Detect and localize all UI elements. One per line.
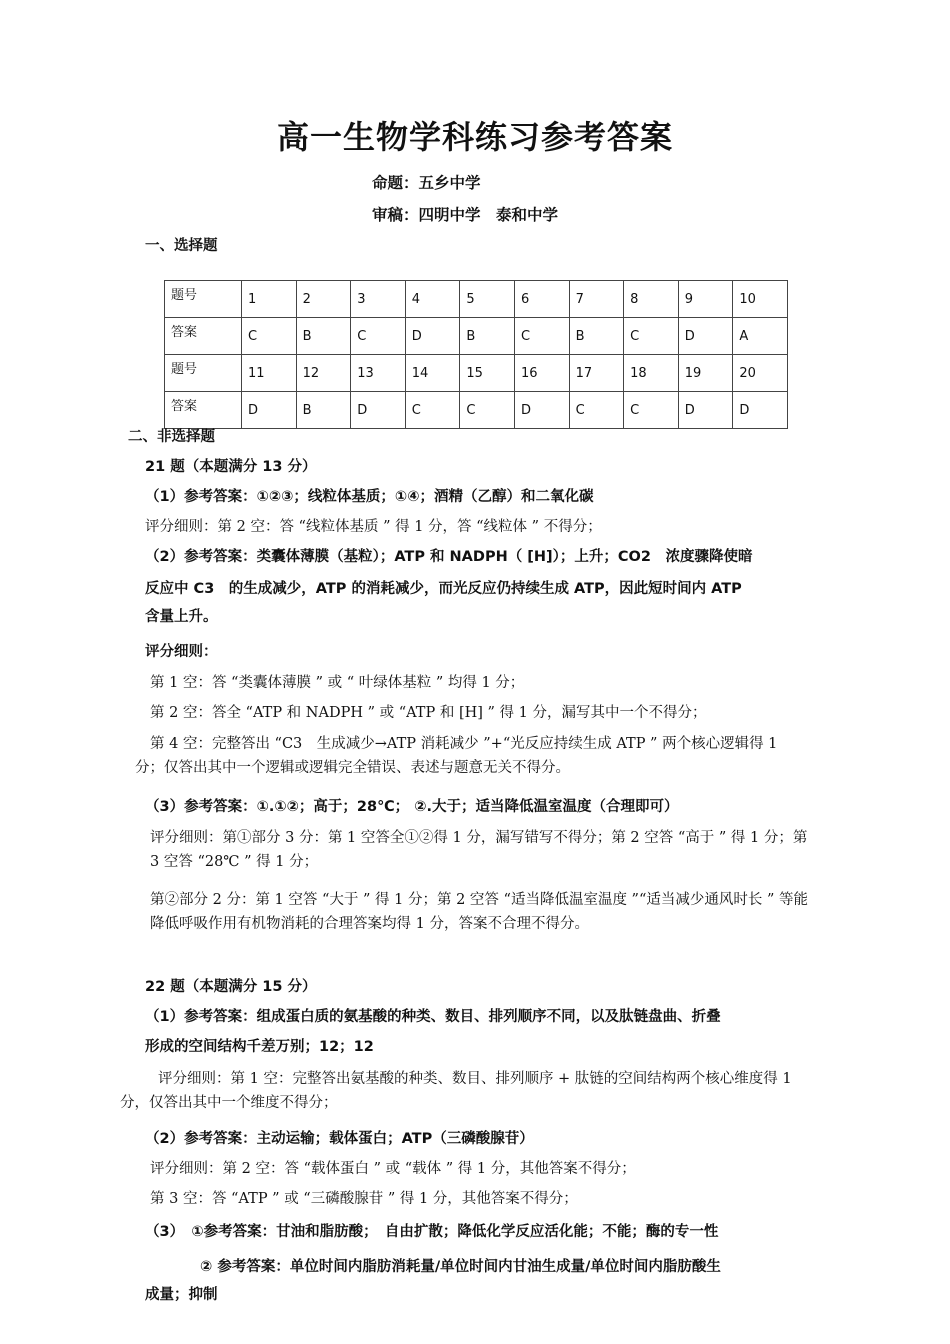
table-row-header-cell: 题号 (165, 355, 242, 392)
table-cell: B (296, 318, 351, 355)
table-row (165, 281, 788, 318)
table-row (165, 392, 788, 429)
table-cell: 19 (678, 355, 733, 392)
table-cell: 1 (242, 281, 297, 318)
table-cell: D (514, 392, 569, 429)
table-cell: 7 (569, 281, 624, 318)
table-cell: 18 (624, 355, 679, 392)
table-cell: 2 (296, 281, 351, 318)
section-heading-nonchoice: 二、非选择题 (128, 429, 215, 445)
q22-part1-answer-line2: 形成的空间结构千差万别；12；12 (145, 1039, 374, 1055)
table-cell: D (678, 318, 733, 355)
q22-part1-answer-line1: （1）参考答案：组成蛋白质的氨基酸的种类、数目、排列顺序不同，以及肽链盘曲、折叠 (145, 1009, 721, 1025)
document-title: 高一生物学科练习参考答案 (276, 118, 673, 156)
table-row (165, 355, 788, 392)
table-cell: C (514, 318, 569, 355)
table-cell: 3 (351, 281, 406, 318)
table-cell: 5 (460, 281, 515, 318)
q21-part3-rule2: 第②部分 2 分：第 1 空答 “大于 ” 得 1 分；第 2 空答 “适当降低温室温度 ”“适当减少通风时长 ” 等能降低呼吸作用有机物消耗的合理答案均得 1 分，答案不合理不得分。 (150, 892, 809, 932)
table-cell: 15 (460, 355, 515, 392)
table-cell: 14 (405, 355, 460, 392)
table-row-header-cell: 答案 (165, 392, 242, 429)
table-row-header-cell: 题号 (165, 281, 242, 318)
table-cell: D (351, 392, 406, 429)
table-cell: D (678, 392, 733, 429)
q22-part3-answer-line2: ② 参考答案：单位时间内脂肪消耗量/单位时间内甘油生成量/单位时间内脂肪酸生 (200, 1259, 721, 1275)
reviewer-line: 审稿：四明中学 泰和中学 (372, 206, 559, 224)
q22-heading: 22 题（本题满分 15 分） (145, 979, 317, 995)
table-cell: C (624, 318, 679, 355)
q22-part3-answer-line3: 成量；抑制 (145, 1287, 218, 1303)
table-cell: 6 (514, 281, 569, 318)
table-cell: 8 (624, 281, 679, 318)
table-cell: B (569, 318, 624, 355)
q21-part3-answer: （3）参考答案：①.①②；高于；28℃； ②.大于；适当降低温室温度（合理即可） (145, 799, 679, 815)
q21-part2-rule2: 第 2 空：答全 “ATP 和 NADPH ” 或 “ATP 和 [H] ” 得 1 分，漏写其中一个不得分； (150, 705, 707, 721)
section-heading-choice: 一、选择题 (145, 238, 218, 254)
table-cell: C (460, 392, 515, 429)
table-cell: 16 (514, 355, 569, 392)
table-row-header-cell: 答案 (165, 318, 242, 355)
q22-part2-rule1: 评分细则：第 2 空：答 “载体蛋白 ” 或 “载体 ” 得 1 分，其他答案不得分； (150, 1161, 636, 1177)
q22-part1-rule: 评分细则：第 1 空：完整答出氨基酸的种类、数目、排列顺序 + 肽链的空间结构两个核心维度得 1 分，仅答出其中一个维度不得分； (120, 1071, 792, 1111)
table-cell: 17 (569, 355, 624, 392)
table-cell: A (733, 318, 788, 355)
q21-part2-answer-line1: （2）参考答案：类囊体薄膜（基粒）；ATP 和 NADPH（ [H]）；上升；CO2 浓度骤降使暗 (145, 549, 753, 565)
table-row (165, 318, 788, 355)
q21-part3-rule1: 评分细则：第①部分 3 分：第 1 空答全①②得 1 分，漏写错写不得分；第 2 空答 “高于 ” 得 1 分；第 3 空答 “28℃ ” 得 1 分； (150, 830, 808, 870)
table-cell: B (460, 318, 515, 355)
table-cell: D (242, 392, 297, 429)
table-cell: 4 (405, 281, 460, 318)
q21-part2-answer-line3: 含量上升。 (145, 609, 218, 625)
answer-table (164, 280, 788, 429)
table-cell: 20 (733, 355, 788, 392)
q21-part2-answer-line2: 反应中 C3 的生成减少，ATP 的消耗减少，而光反应仍持续生成 ATP，因此短时间内 ATP (145, 581, 742, 597)
table-cell: 13 (351, 355, 406, 392)
q21-part2-rule3: 第 4 空：完整答出 “C3 生成减少→ATP 消耗减少 ”+“光反应持续生成 ATP ” 两个核心逻辑得 1 分；仅答出其中一个逻辑或逻辑完全错误、表述与题意无关不得分。 (135, 736, 778, 776)
table-cell: 12 (296, 355, 351, 392)
q22-part2-rule2: 第 3 空：答 “ATP ” 或 “三磷酸腺苷 ” 得 1 分，其他答案不得分； (150, 1191, 578, 1207)
table-cell: 10 (733, 281, 788, 318)
q21-part2-rule1: 第 1 空：答 “类囊体薄膜 ” 或 “ 叶绿体基粒 ” 均得 1 分； (150, 675, 525, 691)
table-cell: 9 (678, 281, 733, 318)
table-cell: D (733, 392, 788, 429)
table-cell: C (624, 392, 679, 429)
table-cell: C (351, 318, 406, 355)
q21-heading: 21 题（本题满分 13 分） (145, 459, 317, 475)
q21-part2-rule-label: 评分细则： (145, 644, 218, 660)
table-cell: C (405, 392, 460, 429)
table-cell: B (296, 392, 351, 429)
q22-part2-answer: （2）参考答案：主动运输；载体蛋白；ATP（三磷酸腺苷） (145, 1131, 534, 1147)
q22-part3-answer-line1: （3） ①参考答案：甘油和脂肪酸； 自由扩散；降低化学反应活化能；不能；酶的专一性 (145, 1224, 719, 1240)
table-cell: D (405, 318, 460, 355)
table-cell: C (569, 392, 624, 429)
author-line: 命题：五乡中学 (372, 174, 481, 192)
q21-part1-answer: （1）参考答案：①②③；线粒体基质；①④；酒精（乙醇）和二氧化碳 (145, 489, 594, 505)
q21-part1-rule: 评分细则：第 2 空：答 “线粒体基质 ” 得 1 分，答 “线粒体 ” 不得分； (145, 519, 602, 535)
table-cell: C (242, 318, 297, 355)
table-cell: 11 (242, 355, 297, 392)
